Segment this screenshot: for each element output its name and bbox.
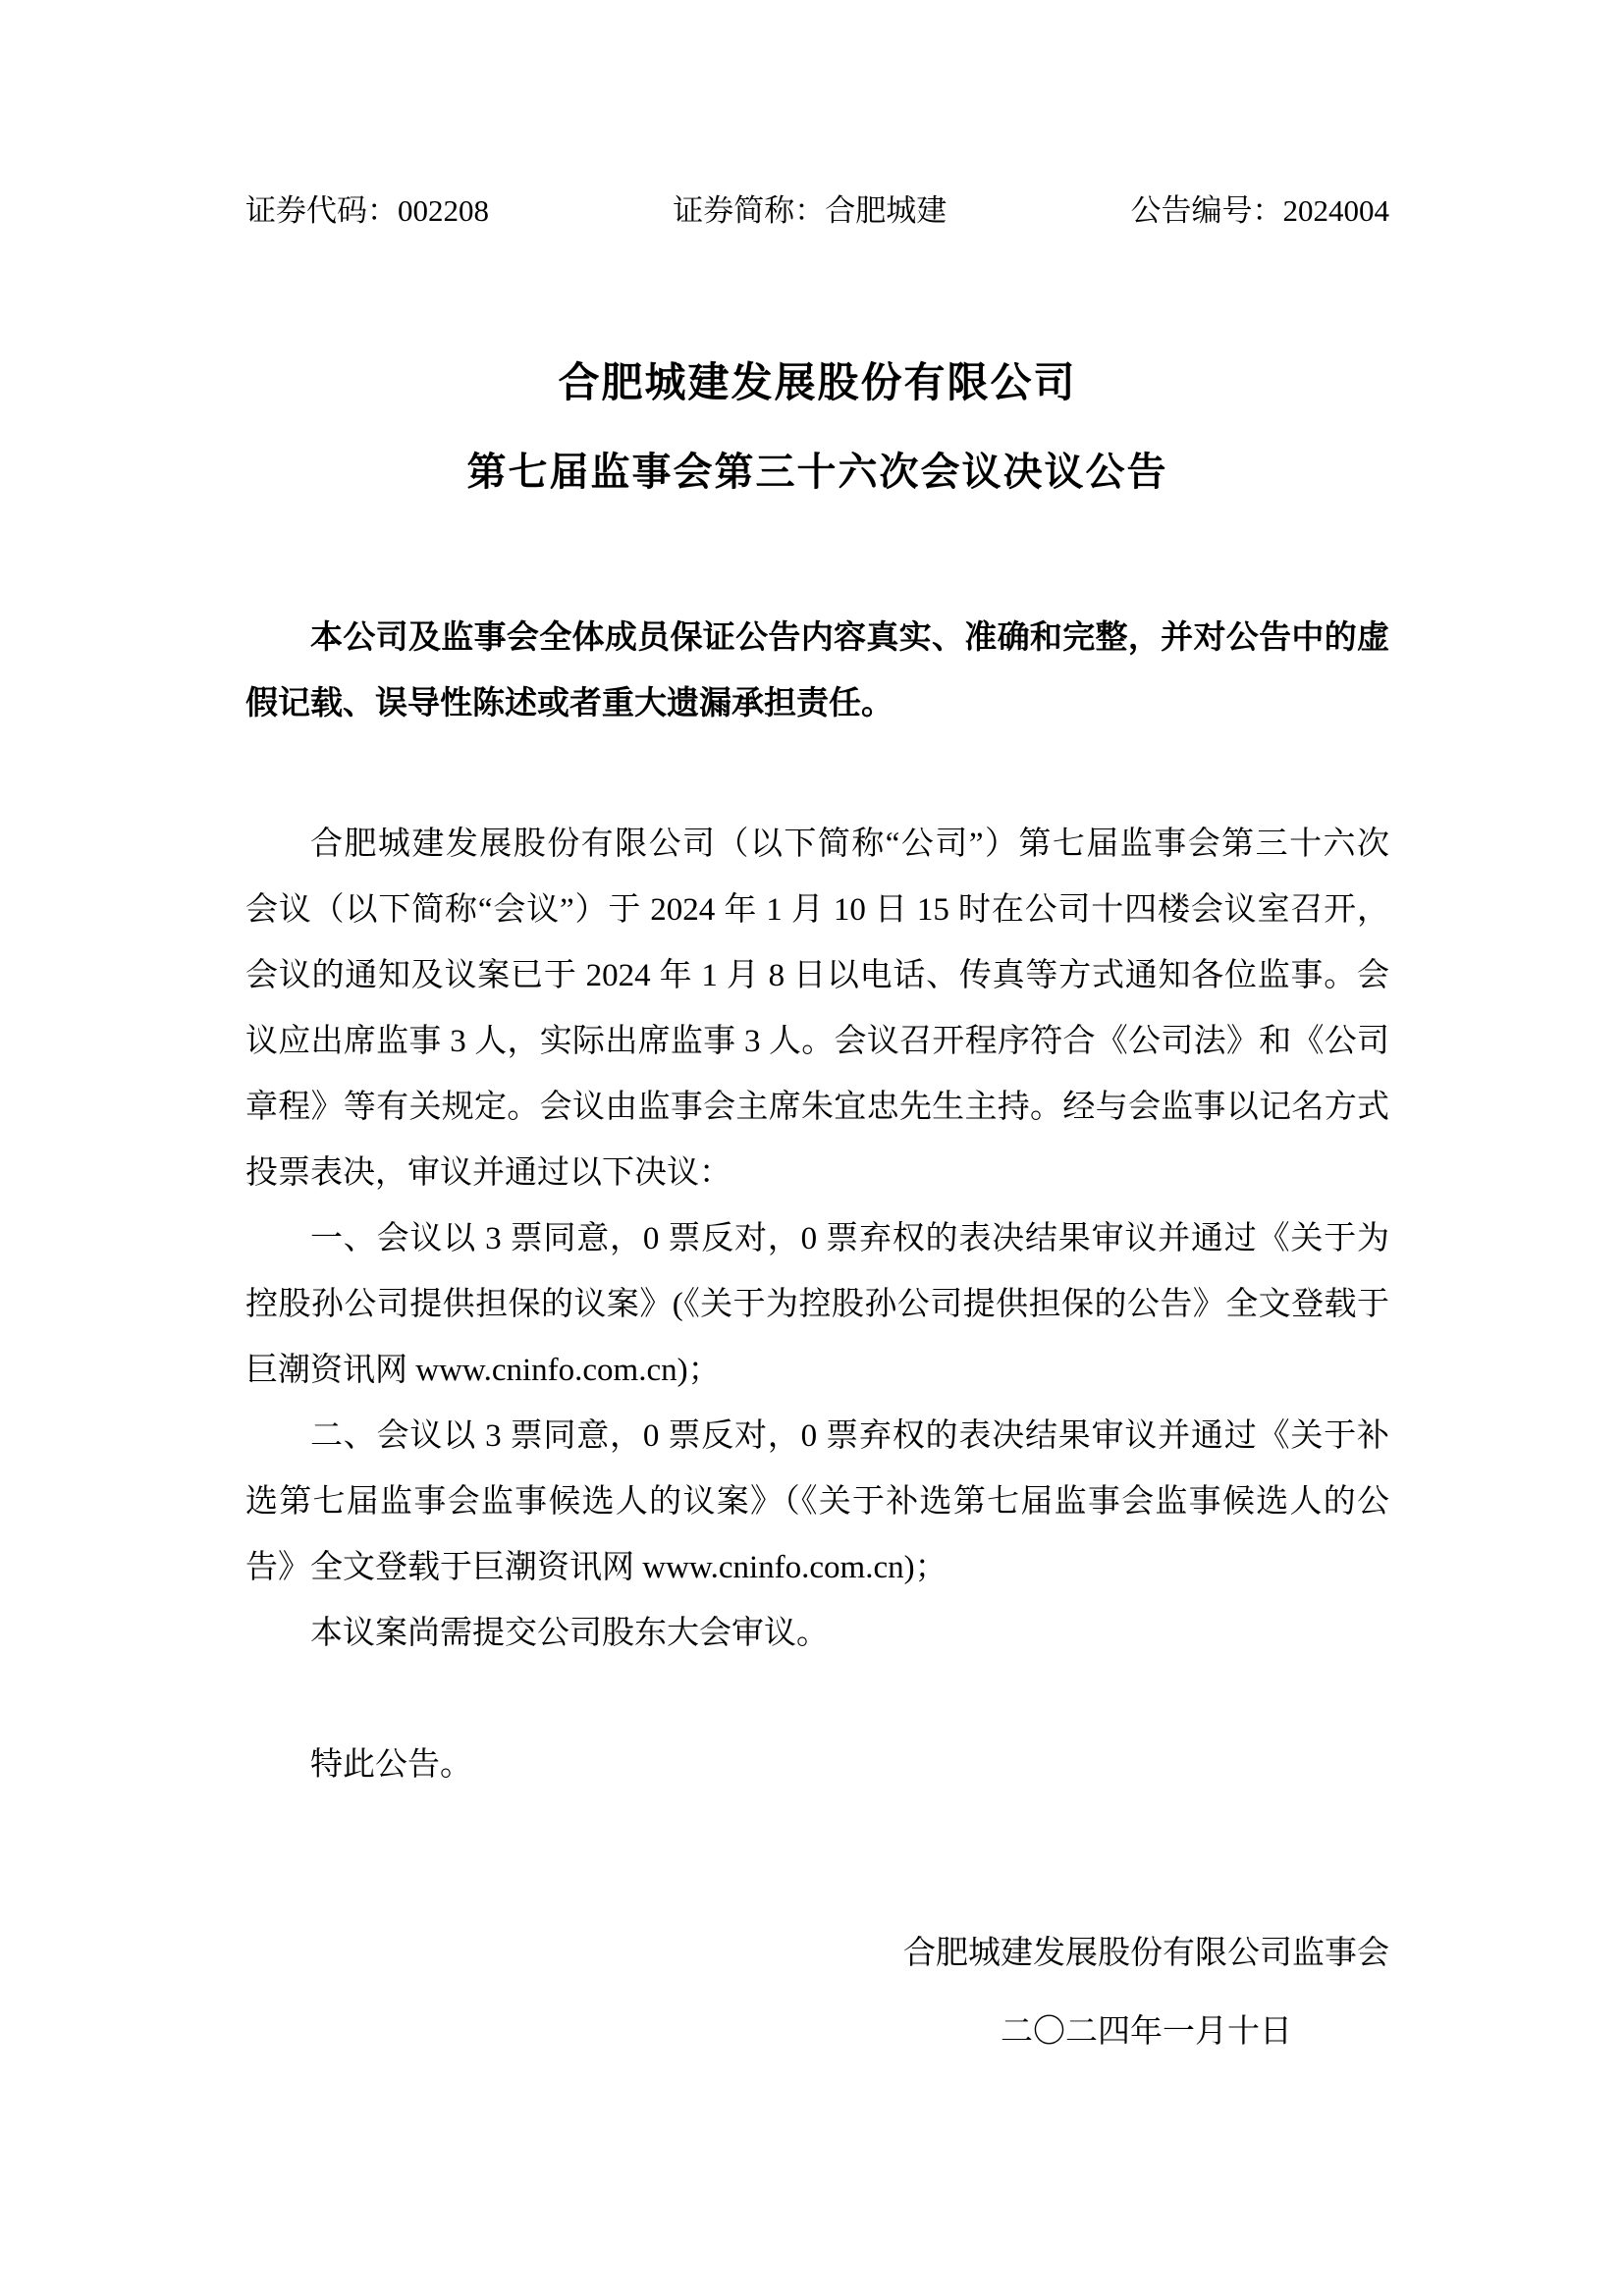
signature-date: 二〇二四年一月十日: [1001, 2014, 1292, 2050]
body-line: 章程》等有关规定。会议由监事会主席朱宜忠先生主持。经与会监事以记名方式: [245, 1090, 1389, 1125]
company-name-title: 合肥城建发展股份有限公司: [558, 361, 1077, 406]
body-line: 控股孙公司提供担保的议案》(《关于为控股孙公司提供担保的公告》全文登载于: [245, 1287, 1389, 1322]
body-line: 一、会议以 3 票同意，0 票反对，0 票弃权的表决结果审议并通过《关于为: [310, 1221, 1389, 1256]
closing-remark: 特此公告。: [310, 1747, 472, 1783]
body-line: 投票表决，审议并通过以下决议：: [245, 1155, 731, 1191]
body-line: 合肥城建发展股份有限公司（以下简称“公司”）第七届监事会第三十六次: [310, 827, 1389, 862]
body-line: 会议的通知及议案已于 2024 年 1 月 8 日以电话、传真等方式通知各位监事。会: [245, 958, 1389, 993]
body-line: 会议（以下简称“会议”）于 2024 年 1 月 10 日 15 时在公司十四楼会议室召开，: [245, 892, 1389, 928]
announcement-number: 公告编号：2024004: [1130, 193, 1389, 228]
body-line: 巨潮资讯网 www.cninfo.com.cn)；: [245, 1353, 721, 1388]
body-line: 本议案尚需提交公司股东大会审议。: [310, 1616, 829, 1651]
body-line: 告》全文登载于巨潮资讯网 www.cninfo.com.cn)；: [245, 1550, 947, 1585]
body-line: 议应出席监事 3 人，实际出席监事 3 人。会议召开程序符合《公司法》和《公司: [245, 1024, 1389, 1059]
announcement-body: [245, 812, 1389, 1667]
body-line: 二、会议以 3 票同意，0 票反对，0 票弃权的表决结果审议并通过《关于补: [310, 1418, 1389, 1454]
statement-line: 假记载、误导性陈述或者重大遗漏承担责任。: [245, 686, 893, 721]
document-header: [245, 191, 1389, 231]
statement-line: 本公司及监事会全体成员保证公告内容真实、准确和完整，并对公告中的虚: [310, 620, 1389, 656]
disclaimer-statement: [245, 606, 1389, 737]
announcement-title: 第七届监事会第三十六次会议决议公告: [466, 450, 1168, 494]
stock-abbreviation: 证券简称：合肥城建: [673, 193, 947, 228]
signature-area: [245, 1921, 1389, 2065]
stock-code: 证券代码：002208: [245, 193, 489, 228]
signature-company: 合肥城建发展股份有限公司监事会: [903, 1936, 1389, 1971]
body-line: 选第七届监事会监事候选人的议案》（《关于补选第七届监事会监事候选人的公: [245, 1484, 1389, 1520]
signature-block: [903, 1921, 1389, 2065]
